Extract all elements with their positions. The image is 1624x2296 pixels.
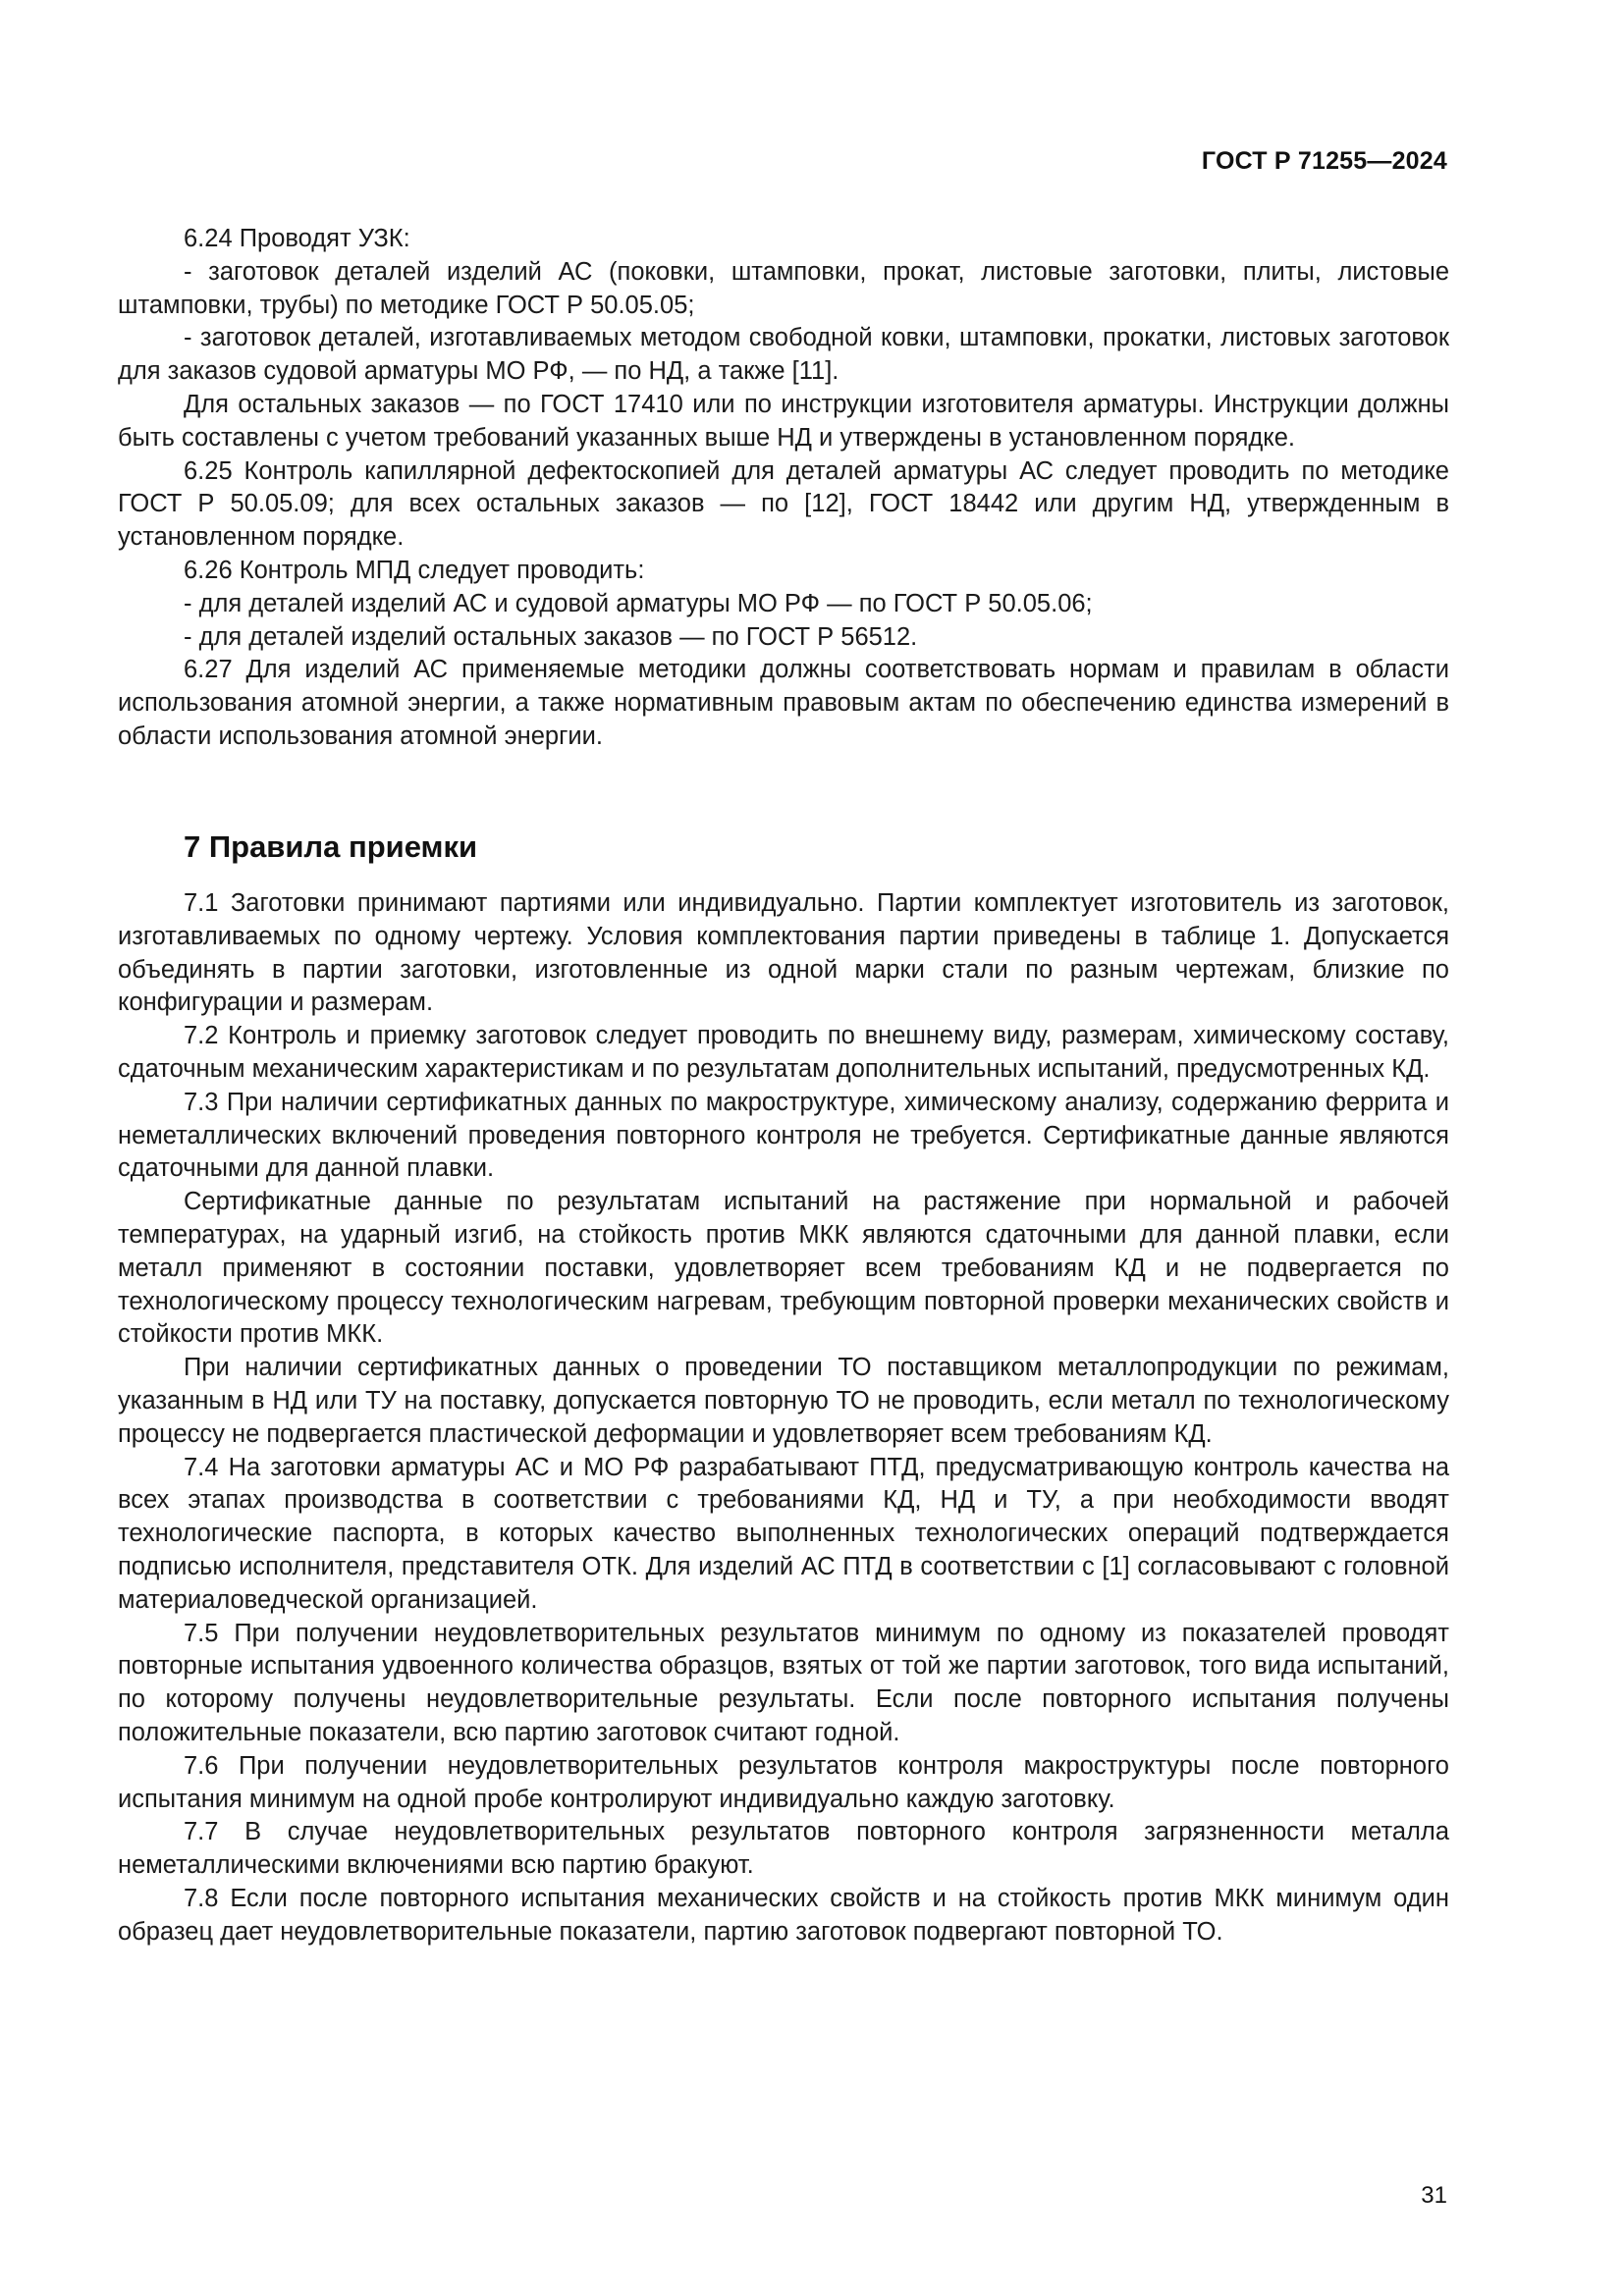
paragraph-6-24-item-1: - заготовок деталей изделий АС (поковки, штамповки, прокат, листовые заготовки, плиты, листовые штамповки, трубы) по методике ГОСТ Р 50.05.05;	[118, 257, 1449, 319]
paragraph-6-26: 6.26 Контроль МПД следует проводить:	[184, 556, 645, 584]
paragraph-6-26-item-2: - для деталей изделий остальных заказов — по ГОСТ Р 56512.	[184, 622, 918, 651]
page-number: 31	[1421, 2182, 1447, 2209]
paragraph-7-2: 7.2 Контроль и приемку заготовок следует проводить по внешнему виду, размерам, химическому составу, сдаточным механическим характеристикам и по результатам дополнительных испытаний, предусмотренных КД.	[118, 1022, 1449, 1083]
section-7-body	[118, 887, 1449, 1949]
paragraph-7-3: 7.3 При наличии сертификатных данных по макроструктуре, химическому анализу, содержанию феррита и неметаллических включений проведения повторного контроля не требуется. Сертификатные данные являются сдаточными для данной плавки.	[118, 1088, 1449, 1183]
paragraph-6-25: 6.25 Контроль капиллярной дефектоскопией для деталей арматуры АС следует проводить по методике ГОСТ Р 50.05.09; для всех остальных заказов — по [12], ГОСТ 18442 или другим НД, утвержденным в установленном порядке.	[118, 456, 1449, 552]
paragraph-7-3-certificate-data: Сертификатные данные по результатам испытаний на растяжение при нормальной и рабочей температурах, на ударный изгиб, на стойкость против МКК являются сдаточными для данной плавки, если металл применяют в состоянии поставки, удовлетворяет всем требованиям КД и не подвергается по технологическому процессу технологическим нагревам, требующим повторной проверки механических свойств и стойкости против МКК.	[118, 1188, 1449, 1349]
section-6-body	[118, 223, 1449, 754]
paragraph-7-4: 7.4 На заготовки арматуры АС и МО РФ разрабатывают ПТД, предусматривающую контроль качества на всех этапах производства в соответствии с требованиями КД, НД и ТУ, а при необходимости вводят технологические паспорта, в которых качество выполненных технологических операций подтверждается подписью исполнителя, представителя ОТК. Для изделий АС ПТД в соответствии с [1] согласовывают с головной материаловедческой организацией.	[118, 1453, 1449, 1614]
paragraph-7-7: 7.7 В случае неудовлетворительных результатов повторного контроля загрязненности металла неметаллическими включениями всю партию бракуют.	[118, 1818, 1449, 1880]
paragraph-7-8: 7.8 Если после повторного испытания механических свойств и на стойкость против МКК минимум один образец дает неудовлетворительные показатели, партию заготовок подвергают повторной ТО.	[118, 1884, 1449, 1946]
paragraph-6-24-item-2: - заготовок деталей, изготавливаемых методом свободной ковки, штамповки, прокатки, листовых заготовок для заказов судовой арматуры МО РФ, — по НД, а также [11].	[118, 324, 1449, 386]
paragraph-7-3-heat-treatment: При наличии сертификатных данных о проведении ТО поставщиком металлопродукции по режимам, указанным в НД или ТУ на поставку, допускается повторную ТО не проводить, если металл по технологическому процессу не подвергается пластической деформации и удовлетворяет всем требованиям КД.	[118, 1354, 1449, 1448]
paragraph-7-1: 7.1 Заготовки принимают партиями или индивидуально. Партии комплектует изготовитель из заготовок, изготавливаемых по одному чертежу. Условия комплектования партии приведены в таблице 1. Допускается объединять в партии заготовки, изготовленные из одной марки стали по разным чертежам, близкие по конфигурации и размерам.	[118, 889, 1449, 1017]
paragraph-6-26-item-1: - для деталей изделий АС и судовой арматуры МО РФ — по ГОСТ Р 50.05.06;	[184, 589, 1093, 617]
paragraph-6-27: 6.27 Для изделий АС применяемые методики должны соответствовать нормам и правилам в области использования атомной энергии, а также нормативным правовым актам по обеспечению единства измерений в области использования атомной энергии.	[118, 656, 1449, 750]
paragraph-7-5: 7.5 При получении неудовлетворительных результатов минимум по одному из показателей проводят повторные испытания удвоенного количества образцов, взятых от той же партии заготовок, того вида испытаний, по которому получены неудовлетворительные результаты. Если после повторного испытания получены положительные показатели, всю партию заготовок считают годной.	[118, 1619, 1449, 1746]
paragraph-6-24: 6.24 Проводят УЗК:	[184, 225, 410, 252]
document-header-id: ГОСТ Р 71255—2024	[1201, 147, 1447, 175]
section-7-title: 7 Правила приемки	[184, 829, 478, 864]
paragraph-6-24-other-orders: Для остальных заказов — по ГОСТ 17410 или по инструкции изготовителя арматуры. Инструкции должны быть составлены с учетом требований указанных выше НД и утверждены в установленном порядке.	[118, 390, 1449, 452]
paragraph-7-6: 7.6 При получении неудовлетворительных результатов контроля макроструктуры после повторного испытания минимум на одной пробе контролируют индивидуально каждую заготовку.	[118, 1751, 1449, 1813]
